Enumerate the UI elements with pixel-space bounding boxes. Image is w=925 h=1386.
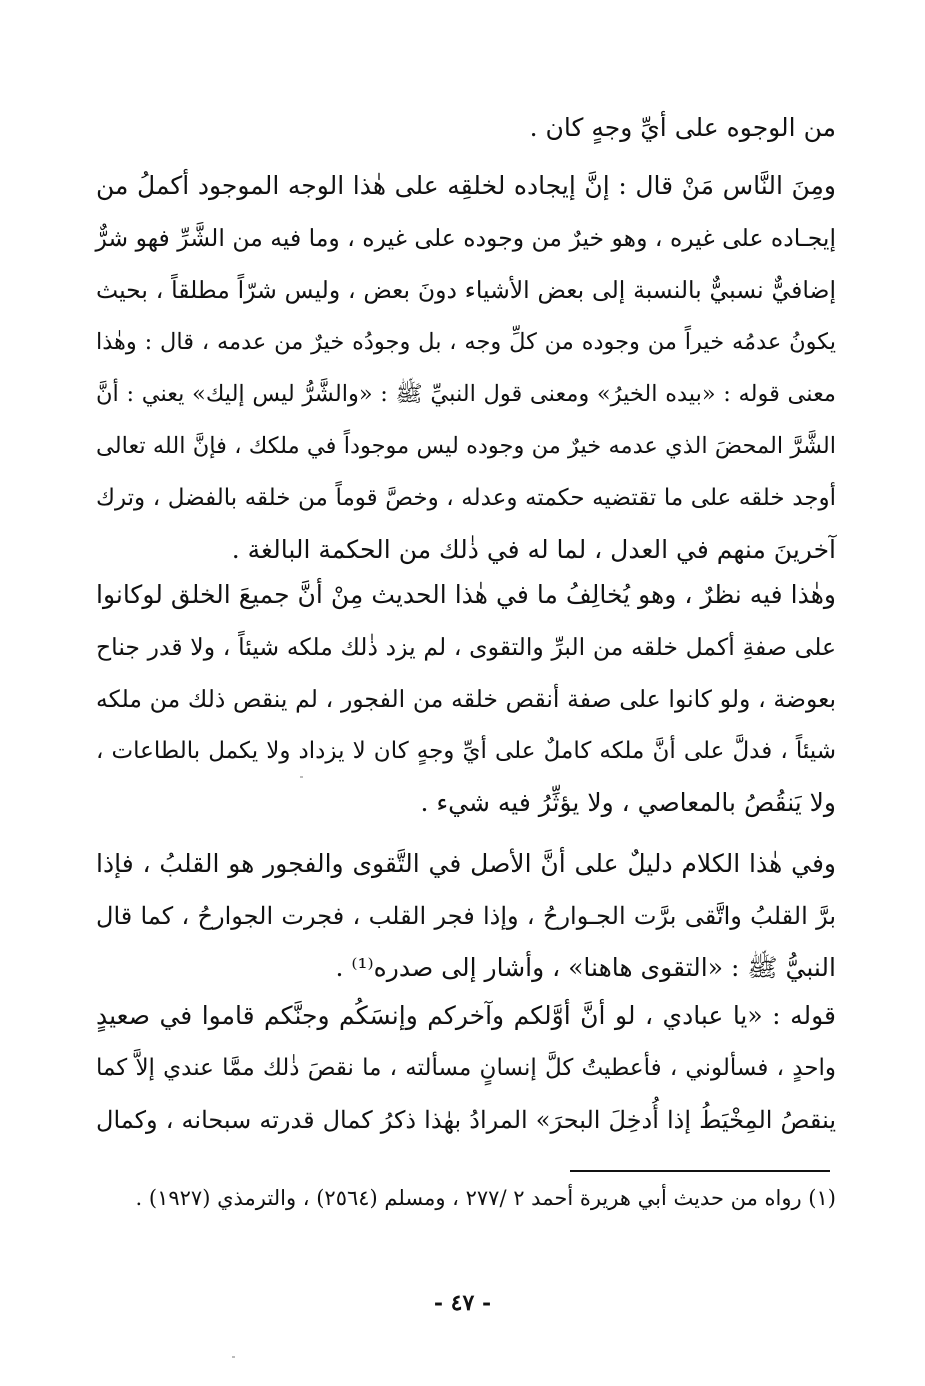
text-line: وفي هٰذا الكلام دليلٌ على أنَّ الأصل في التَّقوى والفجور هو القلبُ ، فإذا — [96, 849, 836, 878]
text-line: ولا يَنقُصُ بالمعاصي ، ولا يؤثِّرُ فيه شيء . — [420, 788, 836, 817]
text-line: آخرينَ منهم في العدل ، لما له في ذٰلك من الحكمة البالغة . — [231, 535, 836, 564]
paragraph-2 — [96, 160, 836, 576]
text-line: بعوضة ، ولو كانوا على صفة أنقص خلقه من الفجور ، لم ينقص ذلك من ملكه — [96, 685, 836, 713]
text-line: يكونُ عدمُه خيراً من وجوده من كلِّ وجه ، بل وجودُه خيرٌ من عدمه ، قال : وهٰذا — [96, 329, 836, 355]
text-line: النبيُّ ﷺ : «التقوى هاهنا» ، وأشار إلى صدره⁽¹⁾ . — [335, 953, 836, 982]
text-line: شيئاً ، فدلَّ على أنَّ ملكه كاملٌ على أيِّ وجهٍ كان لا يزداد ولا يكمل بالطاعات ، — [96, 738, 836, 764]
text-line: من الوجوه على أيِّ وجهٍ كان . — [529, 113, 836, 142]
text-line: معنى قوله : «بيده الخيرُ» ومعنى قول النبيِّ ﷺ : «والشَّرُّ ليس إليك» يعني : أنَّ — [96, 381, 836, 407]
text-line: ينقصُ المِخْيَطُ إذا أُدخِلَ البحرَ» المرادُ بهٰذا ذكرُ كمال قدرته سبحانه ، وكمال — [96, 1106, 836, 1134]
text-line: على صفةِ أكمل خلقه من البرِّ والتقوى ، لم يزد ذٰلك ملكه شيئاً ، ولا قدر جناح — [96, 633, 836, 661]
footnote: (١) رواه من حديث أبي هريرة أحمد ٢ /٢٧٧ ، ومسلم (٢٥٦٤) ، والترمذي (١٩٢٧) . — [135, 1186, 836, 1210]
paragraph-4 — [96, 838, 836, 994]
text-line: إيجـاده على غيره ، وهو خيرٌ من وجوده على غيره ، وما فيه من الشَّرِّ فهو شرٌّ — [95, 224, 836, 252]
page-number: - ٤٧ - — [433, 1290, 492, 1316]
scan-speck — [232, 1356, 235, 1358]
text-line: أوجد خلقه على ما تقتضيه حكمته وعدله ، وخصَّ قوماً من خلقه بالفضل ، وترك — [96, 485, 836, 511]
scan-speck — [300, 776, 303, 778]
paragraph-1 — [96, 102, 836, 154]
text-line: الشَّرَّ المحضَ الذي عدمه خيرٌ من وجوده ليس موجوداً في ملكك ، فإنَّ الله تعالى — [96, 433, 836, 459]
text-line: وهٰذا فيه نظرٌ ، وهو يُخالِفُ ما في هٰذا الحديث مِنْ أنَّ جميعَ الخلق لوكانوا — [96, 580, 836, 609]
text-line: إضافيٌّ نسبيٌّ بالنسبة إلى بعض الأشياء دونَ بعض ، وليس شرّاً مطلقاً ، بحيث — [96, 276, 836, 304]
text-line: ومِنَ النَّاس مَنْ قال : إنَّ إيجاده لخلقِه على هٰذا الوجه الموجود أكملُ من — [96, 171, 836, 200]
text-line: برَّ القلبُ واتَّقى برَّت الجـوارحُ ، وإذا فجر القلب ، فجرت الجوارحُ ، كما قال — [96, 902, 836, 930]
paragraph-5 — [96, 990, 836, 1146]
paragraph-3 — [96, 569, 836, 829]
footnote-divider — [570, 1170, 830, 1172]
text-line: قوله : «يا عبادي ، لو أنَّ أوَّلكم وآخركم وإنسَكُم وجنَّكم قاموا في صعيدٍ — [96, 1001, 836, 1030]
text-line: واحدٍ ، فسألوني ، فأعطيتُ كلَّ إنسانٍ مسألته ، ما نقصَ ذٰلك ممَّا عندي إلاَّ كما — [96, 1055, 836, 1081]
